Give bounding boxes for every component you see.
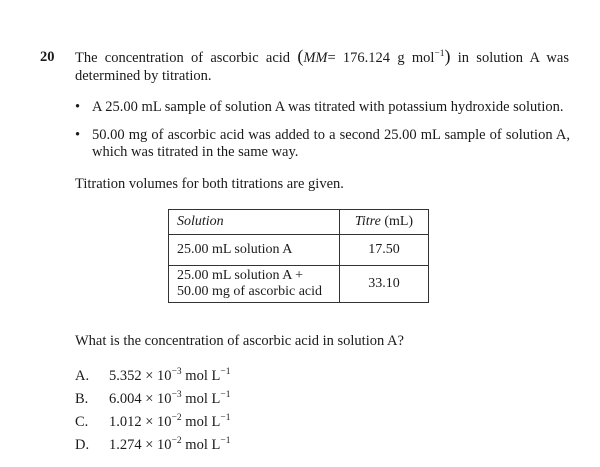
molar-mass-exponent: −1 — [434, 49, 445, 60]
bullet-text: A 25.00 mL sample of solution A was titrated with potassium hydroxide solution. — [92, 99, 564, 115]
option-value: $1.012 \times 10^{-2}$ mol $L^{-1}$ — [109, 413, 231, 430]
table-row — [169, 235, 429, 266]
bullet-dot-icon: • — [75, 99, 81, 115]
option-value: $5.352 \times 10^{-3}$ mol $L^{-1}$ — [109, 367, 231, 384]
question-prompt: What is the concentration of ascorbic acid in solution A? — [75, 333, 404, 349]
row-solution: 25.00 mL solution A — [169, 235, 340, 266]
row-solution — [169, 266, 340, 303]
question-number: 20 — [40, 49, 55, 65]
header-titre-label: Titre — [354, 214, 381, 229]
table-row — [169, 266, 429, 303]
close-paren: ) — [444, 46, 451, 66]
question-stem — [75, 46, 569, 85]
table-header-row — [169, 210, 429, 235]
molar-mass-value: = 176.124 g mol — [327, 50, 435, 66]
stem-intro: The concentration of ascorbic acid — [75, 50, 291, 66]
option-letter: D. — [75, 437, 90, 453]
option-letter: C. — [75, 414, 89, 430]
header-titre — [340, 210, 429, 235]
option-value: $6.004 \times 10^{-3}$ mol $L^{-1}$ — [109, 390, 231, 407]
titration-table — [168, 209, 429, 303]
option-value: $1.274 \times 10^{-2}$ mol $L^{-1}$ — [109, 436, 231, 453]
header-solution: Solution — [169, 210, 340, 235]
row-titre: 33.10 — [340, 266, 429, 303]
row-solution-line2: 50.00 mg of ascorbic acid — [177, 284, 323, 299]
bullet-text: 50.00 mg of ascorbic acid was added to a second 25.00 mL sample of solution A, which was titrated in the same way. — [92, 127, 570, 160]
given-text: Titration volumes for both titrations are given. — [75, 176, 344, 192]
row-titre: 17.50 — [340, 235, 429, 266]
stem-outro: in solution A was determined by titration. — [75, 50, 569, 84]
open-paren: ( — [297, 46, 304, 66]
header-titre-unit: (mL) — [384, 214, 414, 229]
molar-mass-label: MM — [303, 50, 328, 66]
option-letter: B. — [75, 391, 89, 407]
row-solution-line1: 25.00 mL solution A + — [177, 268, 303, 283]
bullet-dot-icon: • — [75, 127, 81, 143]
option-letter: A. — [75, 368, 90, 384]
